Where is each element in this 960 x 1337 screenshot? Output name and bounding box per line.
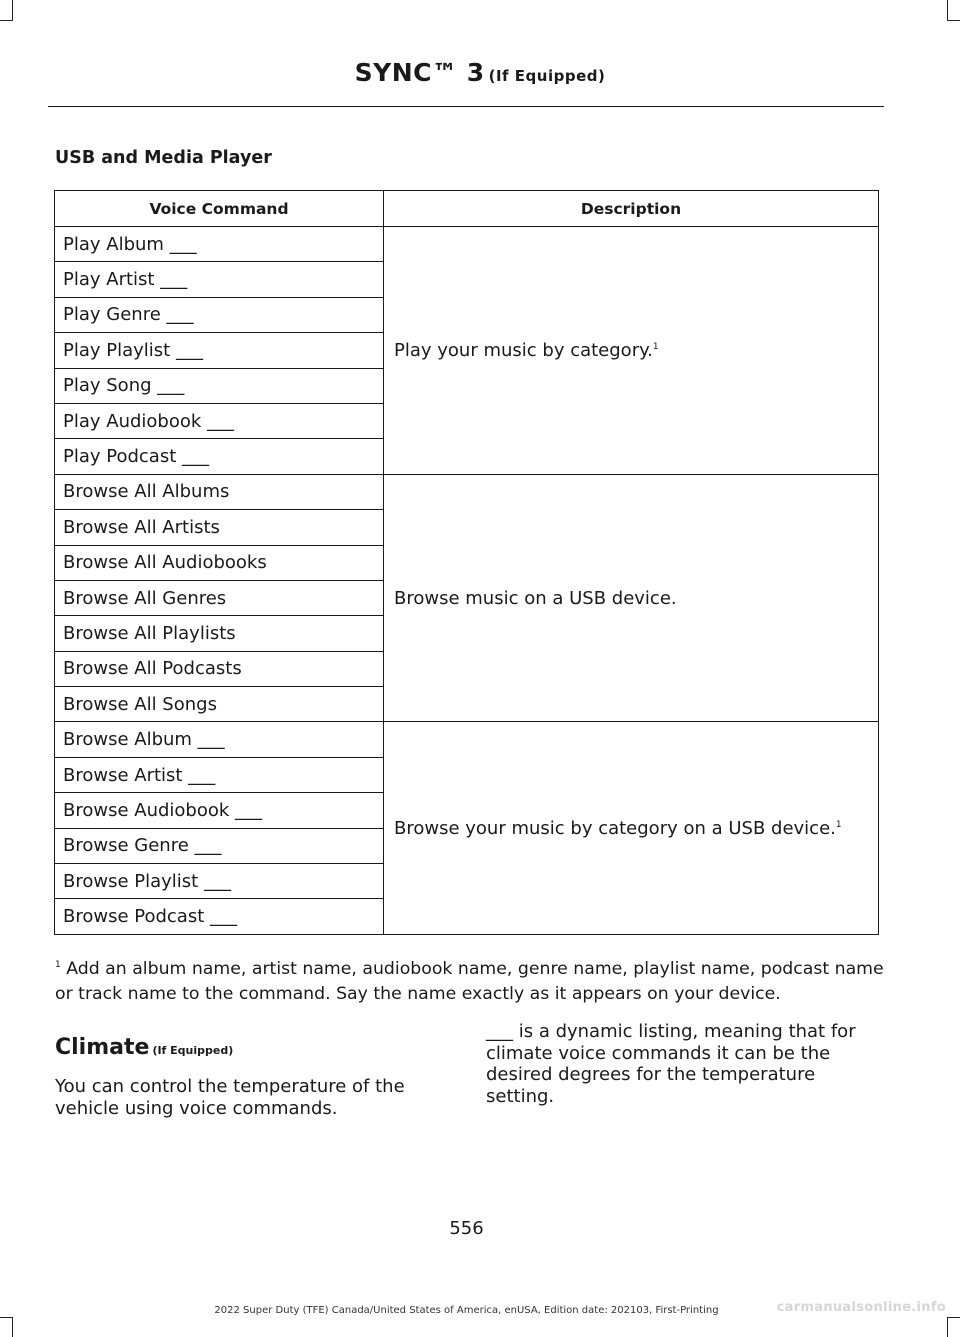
page-header	[0, 58, 960, 87]
command-cell: Browse Audiobook ___	[55, 793, 384, 828]
column-header-description: Description	[384, 191, 879, 227]
footnote-text: Add an album name, artist name, audiobook name, genre name, playlist name, podcast name or track name to the command. Say the name exactly as it appears on your device.	[55, 959, 884, 1004]
command-cell: Browse Playlist ___	[55, 864, 384, 899]
command-cell: Browse All Audiobooks	[55, 545, 384, 580]
column-header-command: Voice Command	[55, 191, 384, 227]
header-title: SYNC™ 3	[354, 58, 485, 87]
footnote-marker: 1	[55, 960, 61, 971]
climate-heading	[55, 1035, 455, 1060]
command-cell: Play Artist ___	[55, 262, 384, 297]
section-title: USB and Media Player	[55, 148, 272, 168]
command-cell: Browse All Songs	[55, 687, 384, 722]
command-cell: Browse All Genres	[55, 580, 384, 615]
description-text: Browse music on a USB device.	[394, 587, 677, 609]
command-cell: Browse All Playlists	[55, 616, 384, 651]
description-text: Browse your music by category on a USB device.	[394, 817, 836, 839]
footnote-ref: 1	[835, 819, 842, 830]
command-cell: Play Album ___	[55, 227, 384, 262]
command-cell: Play Podcast ___	[55, 439, 384, 474]
climate-section	[55, 1035, 455, 1120]
page-number: 556	[449, 1218, 484, 1239]
description-cell	[384, 227, 879, 475]
climate-title: Climate	[55, 1035, 150, 1060]
crop-mark	[947, 0, 948, 20]
crop-mark	[947, 1317, 960, 1318]
voice-command-table	[54, 190, 879, 935]
command-cell: Browse Podcast ___	[55, 899, 384, 934]
command-cell: Play Playlist ___	[55, 333, 384, 368]
table-row	[55, 722, 879, 757]
climate-dynamic-listing-note: ___ is a dynamic listing, meaning that for climate voice commands it can be the desired degrees for the temperature setting.	[486, 1021, 856, 1107]
command-cell: Play Genre ___	[55, 297, 384, 332]
command-cell: Browse All Artists	[55, 510, 384, 545]
table-row	[55, 227, 879, 262]
command-cell: Browse Genre ___	[55, 828, 384, 863]
header-subtitle: (If Equipped)	[488, 67, 606, 85]
header-divider	[48, 106, 884, 107]
command-cell: Play Song ___	[55, 368, 384, 403]
page-footer: 2022 Super Duty (TFE) Canada/United States of America, enUSA, Edition date: 202103, First-Printing	[214, 1305, 719, 1316]
description-text: Play your music by category.	[394, 339, 653, 361]
climate-title-suffix: (If Equipped)	[152, 1044, 234, 1057]
crop-mark	[12, 0, 13, 20]
climate-body: You can control the temperature of the vehicle using voice commands.	[55, 1076, 405, 1119]
description-cell	[384, 722, 879, 934]
table-header-row	[55, 191, 879, 227]
command-cell: Browse Album ___	[55, 722, 384, 757]
table-footnote	[55, 957, 885, 1007]
footnote-ref: 1	[652, 341, 659, 352]
watermark-text: carmanualsonline.info	[776, 1300, 946, 1315]
crop-mark	[0, 1317, 13, 1318]
command-cell: Browse All Podcasts	[55, 651, 384, 686]
crop-mark	[947, 1317, 948, 1337]
command-cell: Browse All Albums	[55, 474, 384, 509]
command-cell: Play Audiobook ___	[55, 403, 384, 438]
crop-mark	[947, 20, 960, 21]
description-cell	[384, 474, 879, 722]
crop-mark	[12, 1317, 13, 1337]
table-row	[55, 474, 879, 509]
crop-mark	[0, 20, 13, 21]
command-cell: Browse Artist ___	[55, 757, 384, 792]
